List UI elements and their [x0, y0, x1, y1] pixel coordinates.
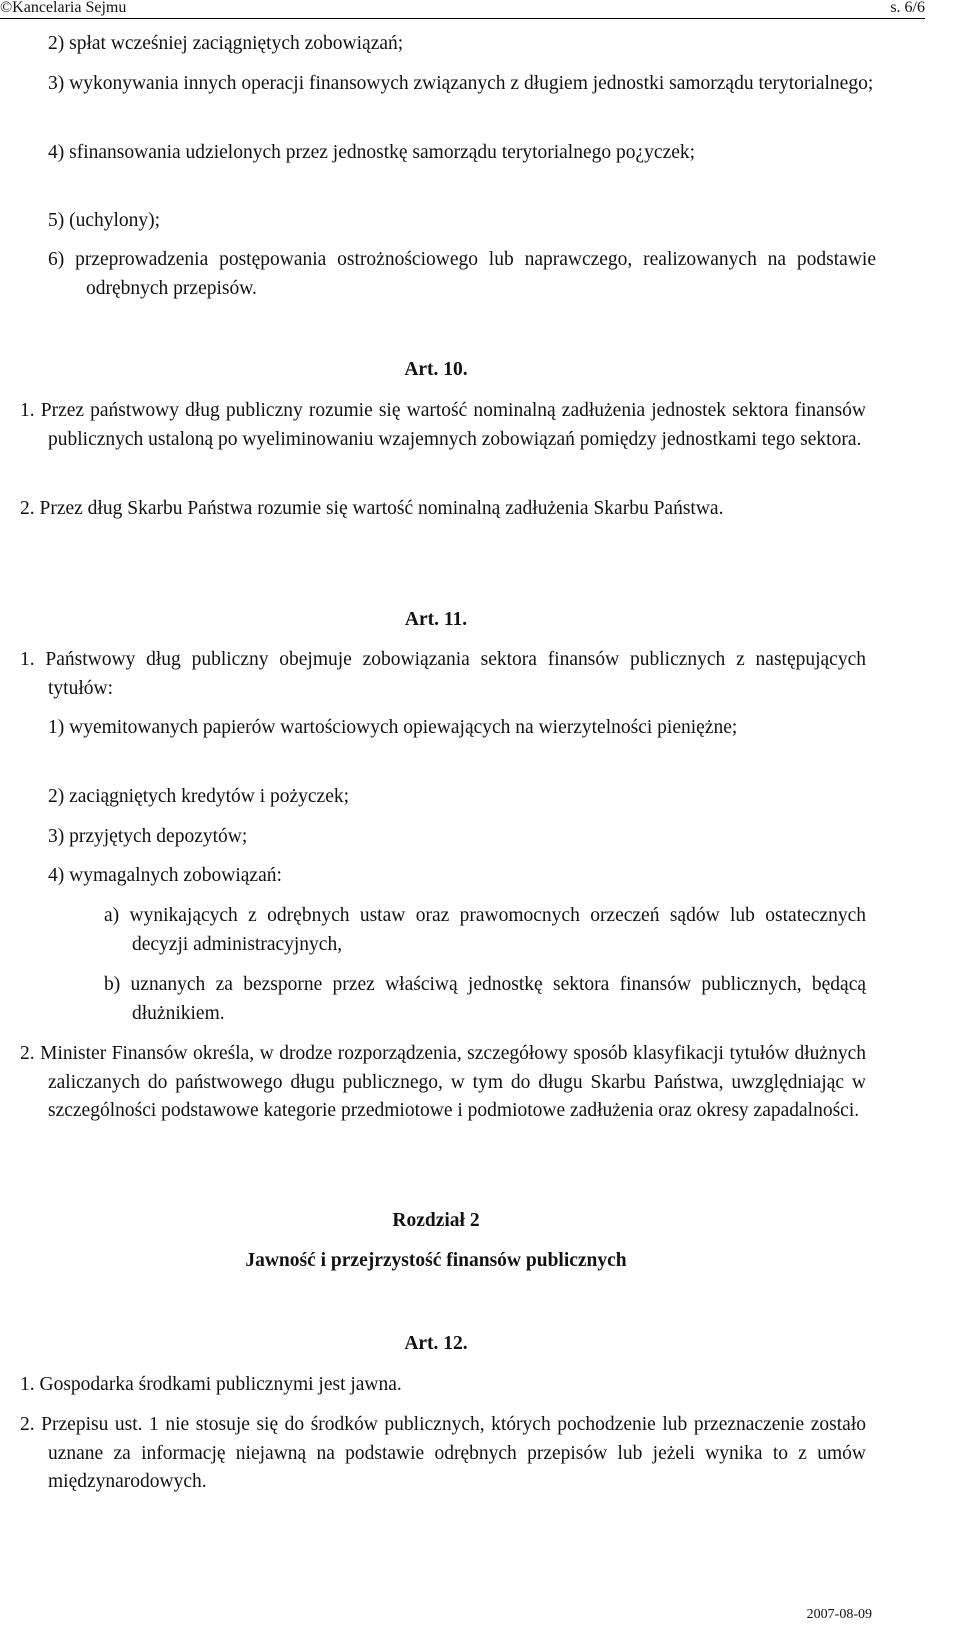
- art10-paragraph-2: 2. Przez dług Skarbu Państwa rozumie się wartość nominalną zadłużenia Skarbu Państwa.: [20, 498, 724, 519]
- article-12-heading: Art. 12.: [404, 1333, 468, 1354]
- list-item: 6) przeprowadzenia postępowania ostrożnościowego lub naprawczego, realizowanych na podstawie odrębnych przepisów.: [48, 249, 876, 299]
- sub-list-item: a) wynikających z odrębnych ustaw oraz prawomocnych orzeczeń sądów lub ostatecznych decyzji administracyjnych,: [104, 905, 866, 955]
- page-header: [0, 0, 925, 19]
- header-page-number: s. 6/6: [890, 0, 925, 16]
- list-item: 4) wymagalnych zobowiązań:: [48, 865, 282, 886]
- article-11-heading: Art. 11.: [404, 609, 468, 630]
- list-item: 2) zaciągniętych kredytów i pożyczek;: [48, 786, 350, 807]
- header-source: ©Kancelaria Sejmu: [0, 0, 127, 16]
- art10-paragraph-1: 1. Przez państwowy dług publiczny rozumie się wartość nominalną zadłużenia jednostek sektora finansów publicznych ustaloną po wyeliminowaniu wzajemnych zobowiązań pomiędzy jednostkami tego sektora.: [20, 400, 866, 450]
- chapter-number: Rozdział 2: [392, 1210, 480, 1231]
- art11-paragraph-1: 1. Państwowy dług publiczny obejmuje zobowiązania sektora finansów publicznych z następujących tytułów:: [20, 649, 866, 699]
- art12-paragraph-2: 2. Przepisu ust. 1 nie stosuje się do środków publicznych, których pochodzenie lub przeznaczenie zostało uznane za informację niejawną na podstawie odrębnych przepisów lub jeżeli wynika to z umów międzynarodowych.: [20, 1414, 866, 1492]
- sub-list-item: b) uznanych za bezsporne przez właściwą jednostkę sektora finansów publicznych, będącą dłużnikiem.: [104, 974, 866, 1024]
- list-item: 3) wykonywania innych operacji finansowych związanych z długiem jednostki samorządu terytorialnego;: [48, 73, 874, 94]
- list-item: 5) (uchylony);: [48, 210, 161, 231]
- chapter-title: Jawność i przejrzystość finansów publicznych: [245, 1250, 627, 1271]
- footer-date: 2007-08-09: [806, 1607, 872, 1622]
- list-item: 3) przyjętych depozytów;: [48, 826, 248, 847]
- list-item: 4) sfinansowania udzielonych przez jednostkę samorządu terytorialnego po¿yczek;: [48, 142, 696, 163]
- art11-paragraph-2: 2. Minister Finansów określa, w drodze rozporządzenia, szczegółowy sposób klasyfikacji tytułów dłużnych zaliczanych do państwowego długu publicznego, w tym do długu Skarbu Państwa, uwzględniając w szczególności podstawowe kategorie przedmiotowe i podmiotowe zadłużenia oraz okresy zapadalności.: [20, 1043, 866, 1121]
- article-10-heading: Art. 10.: [404, 359, 468, 380]
- list-item: 2) spłat wcześniej zaciągniętych zobowiązań;: [48, 33, 404, 54]
- list-item: 1) wyemitowanych papierów wartościowych opiewających na wierzytelności pieniężne;: [48, 717, 738, 738]
- art12-paragraph-1: 1. Gospodarka środkami publicznymi jest jawna.: [20, 1374, 402, 1395]
